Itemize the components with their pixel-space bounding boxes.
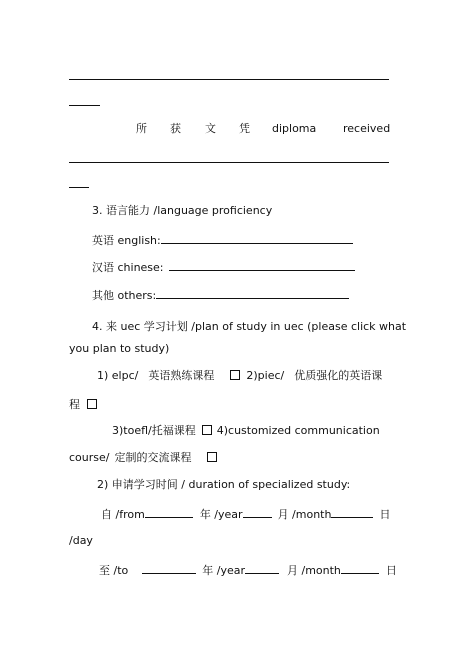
diploma-en-word-2: received: [343, 122, 391, 135]
others-blank[interactable]: [156, 287, 349, 299]
from-year-blank[interactable]: [145, 506, 193, 518]
english-blank[interactable]: [161, 232, 353, 244]
to-year-blank[interactable]: [142, 562, 196, 574]
option-customized-checkbox[interactable]: [207, 452, 217, 462]
option-piec-label: 优质强化的英语课: [294, 369, 383, 382]
option-customized-label: 4)customized communication: [216, 424, 380, 437]
diploma-cn-char-2: 获: [170, 122, 181, 135]
to-month-blank[interactable]: [245, 562, 279, 574]
others-line: [92, 287, 349, 303]
diploma-en-word-1: diploma: [272, 122, 317, 135]
chinese-label: 汉语 chinese:: [92, 261, 164, 274]
diploma-rule-line: [69, 162, 389, 163]
plan-option-row-2-wrap: [69, 451, 217, 465]
option-elpc-checkbox[interactable]: [230, 370, 240, 380]
plan-option-row-2: [112, 424, 380, 438]
option-customized-code: course/: [69, 451, 110, 464]
diploma-cn-char-3: 文: [205, 122, 216, 135]
diploma-cn-char-1: 所: [136, 122, 147, 135]
chinese-line: [92, 259, 355, 275]
to-line: [99, 562, 397, 578]
option-elpc-code: 1) elpc/: [97, 369, 139, 382]
option-toefl-checkbox[interactable]: [202, 425, 212, 435]
diploma-cn-char-4: 凭: [239, 122, 250, 135]
to-year-label: 年 /year: [202, 564, 245, 577]
from-day-en: /day: [69, 534, 93, 547]
option-customized-cn: 定制的交流课程: [114, 451, 192, 464]
option-toefl-label: 3)toefl/托福课程: [112, 424, 196, 437]
others-label: 其他 others:: [92, 289, 157, 302]
from-month-label: 月 /month: [277, 508, 332, 521]
from-year-label: 年 /year: [199, 508, 243, 521]
diploma-rule-continuation: [69, 187, 89, 188]
language-heading: 3. 语言能力 /language proficiency: [92, 204, 273, 217]
top-rule-continuation: [69, 105, 100, 106]
plan-heading-line-2: you plan to study): [69, 342, 170, 355]
option-piec-label-end: 程: [69, 398, 80, 411]
from-month-blank[interactable]: [243, 506, 272, 518]
to-day-cn: 日: [385, 564, 397, 577]
english-label: 英语 english:: [92, 234, 161, 247]
from-day-cn: 日: [379, 508, 391, 521]
to-day-blank[interactable]: [341, 562, 379, 574]
option-piec-code: 2)piec/: [246, 369, 285, 382]
to-label: 至 /to: [99, 564, 129, 577]
option-piec-checkbox[interactable]: [87, 399, 97, 409]
to-month-label: 月 /month: [287, 564, 341, 577]
from-day-blank[interactable]: [331, 506, 373, 518]
english-line: [92, 232, 353, 248]
plan-option-row-1-wrap: [69, 398, 97, 412]
from-label: 自 /from: [101, 508, 145, 521]
plan-option-row-1: [97, 369, 382, 383]
chinese-blank[interactable]: [169, 259, 355, 271]
from-line: [101, 506, 390, 522]
duration-heading: 2) 申请学习时间 / duration of specialized study:: [97, 478, 351, 491]
top-rule-line: [69, 79, 389, 80]
option-elpc-label: 英语熟练课程: [148, 369, 215, 382]
plan-heading-line-1: 4. 来 uec 学习计划 /plan of study in uec (please click what: [92, 320, 407, 333]
